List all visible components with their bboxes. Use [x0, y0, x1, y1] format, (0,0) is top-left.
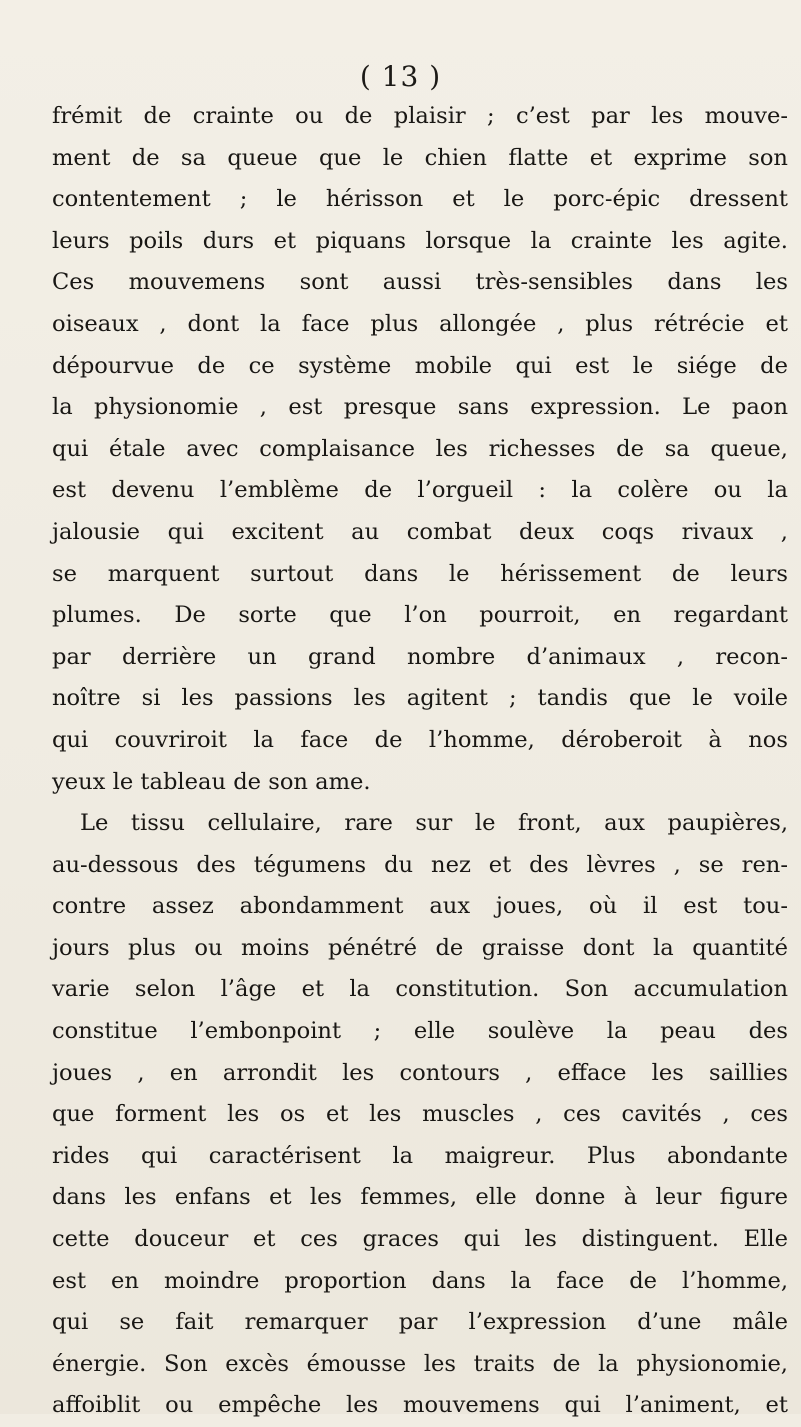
text-line: se marquent surtout dans le hérissement de leurs [52, 560, 788, 587]
text-line: dans les enfans et les femmes, elle donne à leur figure [52, 1184, 788, 1211]
text-line: rides qui caractérisent la maigreur. Plus abondante [52, 1142, 788, 1169]
text-line: la physionomie , est presque sans expression. Le paon [52, 394, 788, 421]
text-line: énergie. Son excès émousse les traits de la physionomie, [52, 1350, 788, 1377]
paragraph-1 [52, 96, 788, 803]
body-text [52, 96, 788, 1427]
text-line: contentement ; le hérisson et le porc-épic dressent [52, 186, 788, 213]
text-line: qui étale avec complaisance les richesses de sa queue, [52, 435, 788, 462]
text-line: Ces mouvemens sont aussi très-sensibles dans les [52, 269, 788, 296]
page-number: ( 13 ) [359, 60, 442, 93]
text-line: constitue l’embonpoint ; elle soulève la peau des [52, 1018, 788, 1045]
text-line: dépourvue de ce système mobile qui est le siége de [52, 352, 788, 379]
text-line: contre assez abondamment aux joues, où il est tou- [52, 893, 788, 920]
text-line: plumes. De sorte que l’on pourroit, en regardant [52, 602, 788, 629]
text-line: jours plus ou moins pénétré de graisse dont la quantité [52, 934, 788, 961]
text-line: joues , en arrondit les contours , efface les saillies [52, 1059, 788, 1086]
text-line: leurs poils durs et piquans lorsque la crainte les agite. [52, 227, 788, 254]
text-line: noître si les passions les agitent ; tandis que le voile [52, 685, 788, 712]
text-line: qui se fait remarquer par l’expression d’une mâle [52, 1309, 788, 1336]
text-line: cette douceur et ces graces qui les distinguent. Elle [52, 1226, 788, 1253]
text-line: affoiblit ou empêche les mouvemens qui l’animent, et [52, 1392, 788, 1419]
text-line: oiseaux , dont la face plus allongée , plus rétrécie et [52, 310, 788, 337]
text-line: est devenu l’emblème de l’orgueil : la colère ou la [52, 477, 788, 504]
text-line: jalousie qui excitent au combat deux coqs rivaux , [52, 518, 788, 545]
text-line: yeux le tableau de son ame. [52, 768, 371, 795]
text-line: par derrière un grand nombre d’animaux , recon- [52, 643, 788, 670]
text-line: ment de sa queue que le chien flatte et exprime son [52, 144, 788, 171]
paragraph-2 [52, 803, 788, 1427]
text-line: qui couvriroit la face de l’homme, déroberoit à nos [52, 726, 788, 753]
text-line: Le tissu cellulaire, rare sur le front, aux paupières, [80, 810, 788, 837]
text-line: est en moindre proportion dans la face de l’homme, [52, 1267, 788, 1294]
text-line: au-dessous des tégumens du nez et des lèvres , se ren- [52, 851, 788, 878]
text-line: varie selon l’âge et la constitution. Son accumulation [52, 976, 788, 1003]
text-line: que forment les os et les muscles , ces cavités , ces [52, 1101, 788, 1128]
text-line: frémit de crainte ou de plaisir ; c’est par les mouve- [52, 103, 788, 129]
